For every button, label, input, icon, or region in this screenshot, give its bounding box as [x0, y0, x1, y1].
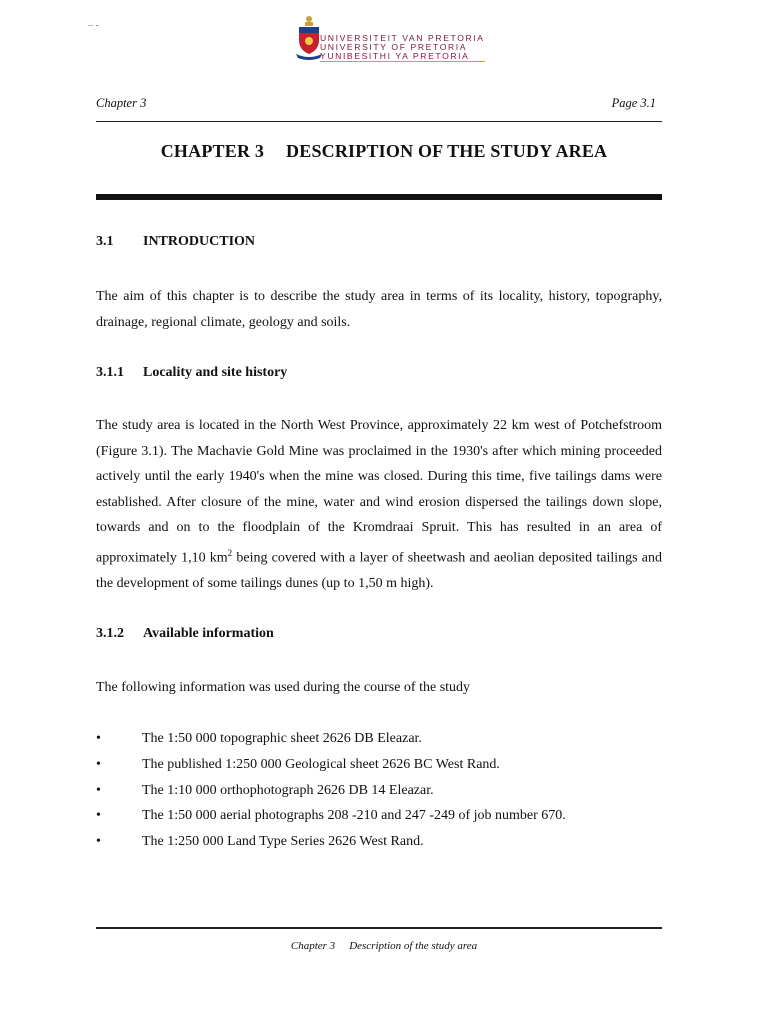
section-heading-locality: Locality and site history — [143, 365, 288, 380]
list-item-text: The 1:50 000 topographic sheet 2626 DB Eleazar. — [142, 731, 422, 746]
section-number-3-1-1: 3.1.1 — [96, 365, 124, 380]
scan-mark: ‒ ‐ — [88, 20, 99, 31]
bullet: • — [96, 756, 101, 772]
footer-rule — [96, 927, 662, 929]
locality-paragraph — [96, 413, 662, 597]
superscript-2: 2 — [227, 547, 233, 558]
running-footer — [0, 940, 768, 952]
header-rule — [96, 121, 662, 122]
title-rule — [96, 194, 662, 200]
list-item-text: The 1:10 000 orthophotograph 2626 DB 14 Eleazar. — [142, 782, 434, 798]
list-item-text: The published 1:250 000 Geological sheet 2626 BC West Rand. — [142, 756, 500, 772]
university-logo — [296, 14, 485, 64]
chapter-number: CHAPTER 3 — [160, 141, 265, 161]
university-name — [320, 34, 485, 62]
footer-chapter: Chapter 3 — [290, 940, 336, 952]
bullet: • — [96, 834, 101, 850]
section-number-3-1-2: 3.1.2 — [96, 626, 124, 641]
section-number-3-1: 3.1 — [96, 234, 114, 249]
list-item-text: The 1:50 000 aerial photographs 208 -210 and 247 -249 of job number 670. — [142, 808, 566, 824]
list-item — [96, 829, 662, 855]
locality-text-part2: being covered with a layer of sheetwash and aeolian deposited tailings and the development of some tailings dunes (up to 1,50 m high). — [96, 550, 662, 592]
crest-icon — [296, 14, 322, 60]
university-name-sepedi: YUNIBESITHI YA PRETORIA — [320, 52, 485, 62]
list-item — [96, 803, 662, 829]
introduction-paragraph: The aim of this chapter is to describe the study area in terms of its locality, history, topography, drainage, regional climate, geology and soils. — [96, 289, 662, 330]
information-list — [96, 726, 662, 855]
section-heading-available-information: Available information — [143, 626, 274, 641]
bullet: • — [96, 731, 101, 746]
university-name-afrikaans: UNIVERSITEIT VAN PRETORIA — [320, 33, 485, 43]
bullet: • — [96, 808, 101, 824]
locality-text-part1: The study area is located in the North West Province, approximately 22 km west of Potchefstroom (Figure 3.1). The Machavie Gold Mine was proclaimed in the 1930's after which mining proceeded actively until the early 1940's when the mine was closed. During this time, five tailings dams were established. After closure of the mine, water and wind erosion dispersed the tailings down slope, towards and on to the floodplain of the Kromdraai Spruit. This has resulted in an area of approximately 1,10 km — [96, 418, 662, 566]
list-item-text: The 1:250 000 Land Type Series 2626 West Rand. — [142, 834, 424, 850]
chapter-title — [0, 141, 768, 162]
section-heading-introduction: INTRODUCTION — [143, 234, 256, 249]
bullet: • — [96, 782, 101, 798]
footer-title: Description of the study area — [349, 940, 478, 952]
list-item — [96, 778, 662, 804]
running-header-chapter: Chapter 3 — [96, 96, 147, 110]
available-information-intro: The following information was used during the course of the study — [96, 680, 471, 695]
list-item — [96, 752, 662, 778]
list-item — [96, 726, 662, 752]
chapter-title-text: DESCRIPTION OF THE STUDY AREA — [286, 141, 608, 161]
university-name-english: UNIVERSITY OF PRETORIA — [320, 42, 468, 52]
running-header-page: Page 3.1 — [611, 96, 656, 110]
